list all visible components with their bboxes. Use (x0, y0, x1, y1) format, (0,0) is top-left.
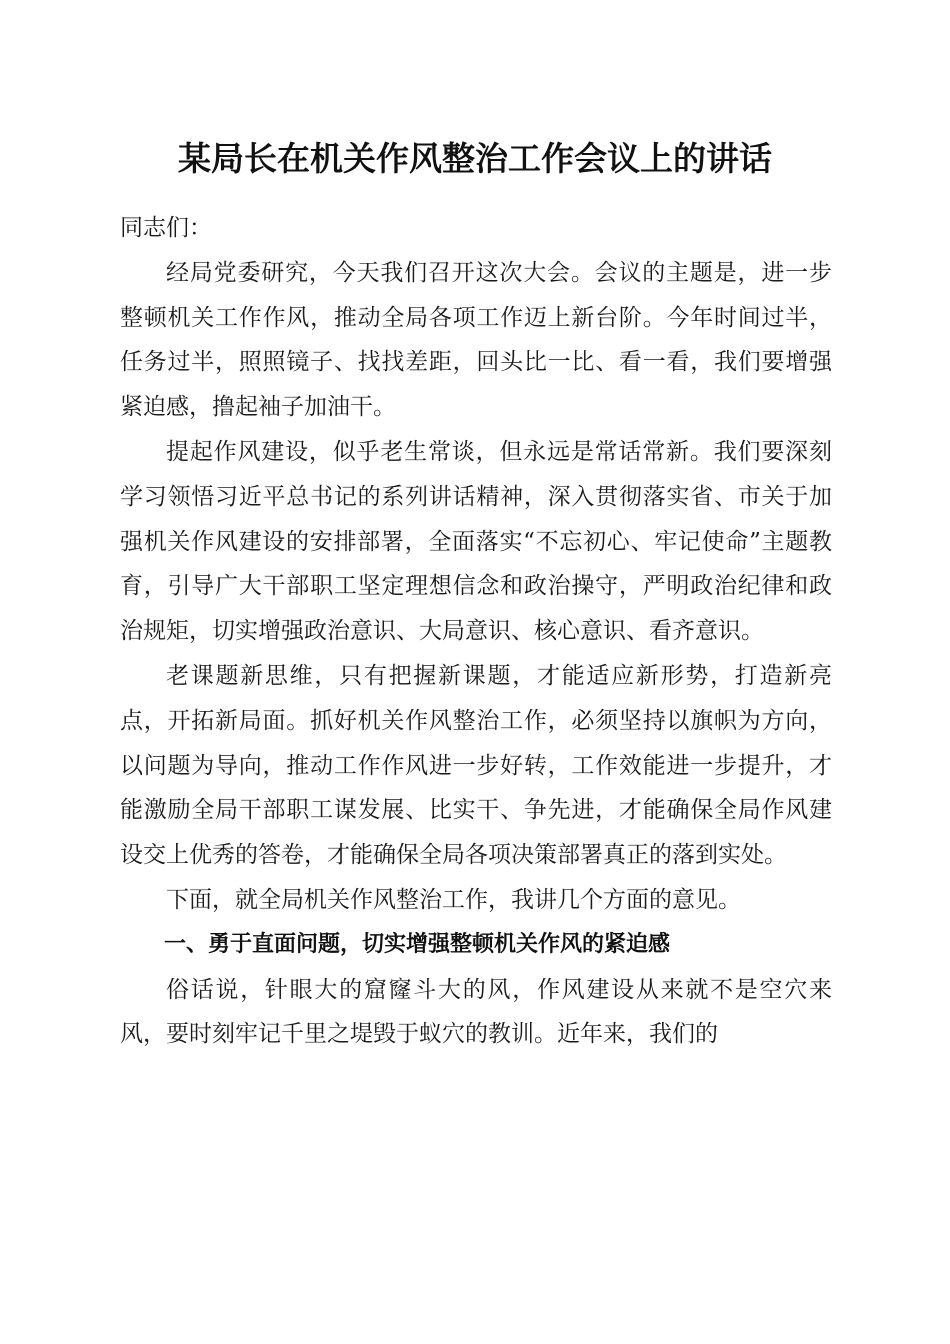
paragraph-style-building: 提起作风建设，似乎老生常谈，但永远是常话常新。我们要深刻学习领悟习近平总书记的系列讲话精神，深入贯彻落实省、市关于加强机关作风建设的安排部署，全面落实“不忘初心、牢记使命”主题教育，引导广大干部职工坚定理想信念和政治操守，严明政治纪律和政治规矩，切实增强政治意识、大局意识、核心意识、看齐意识。 (120, 438, 832, 645)
paragraph-section-1: 俗话说，针眼大的窟窿斗大的风，作风建设从来就不是空穴来风，要时刻牢记千里之堤毁于蚁穴的教训。近年来，我们的 (120, 976, 832, 1048)
salutation: 同志们： (120, 215, 212, 241)
paragraph-transition: 下面，就全局机关作风整治工作，我讲几个方面的意见。 (166, 886, 741, 913)
section-heading-1: 一、勇于直面问题，切实增强整顿机关作风的紧迫感 (164, 931, 671, 957)
paragraph-new-thinking: 老课题新思维，只有把握新课题，才能适应新形势，打造新亮点，开拓新局面。抓好机关作风整治工作，必须坚持以旗帜为方向，以问题为导向，推动工作作风进一步好转，工作效能进一步提升，才能激励全局干部职工谋发展、比实干、争先进，才能确保全局作风建设交上优秀的答卷，才能确保全局各项决策部署真正的落到实处。 (120, 662, 832, 869)
document-body (120, 206, 832, 1057)
document-title: 某局长在机关作风整治工作会议上的讲话 (178, 139, 772, 178)
paragraph-opening: 经局党委研究，今天我们召开这次大会。会议的主题是，进一步整顿机关工作作风，推动全局各项工作迈上新台阶。今年时间过半，任务过半，照照镜子、找找差距，回头比一比、看一看，我们要增强紧迫感，撸起袖子加油干。 (120, 259, 832, 421)
